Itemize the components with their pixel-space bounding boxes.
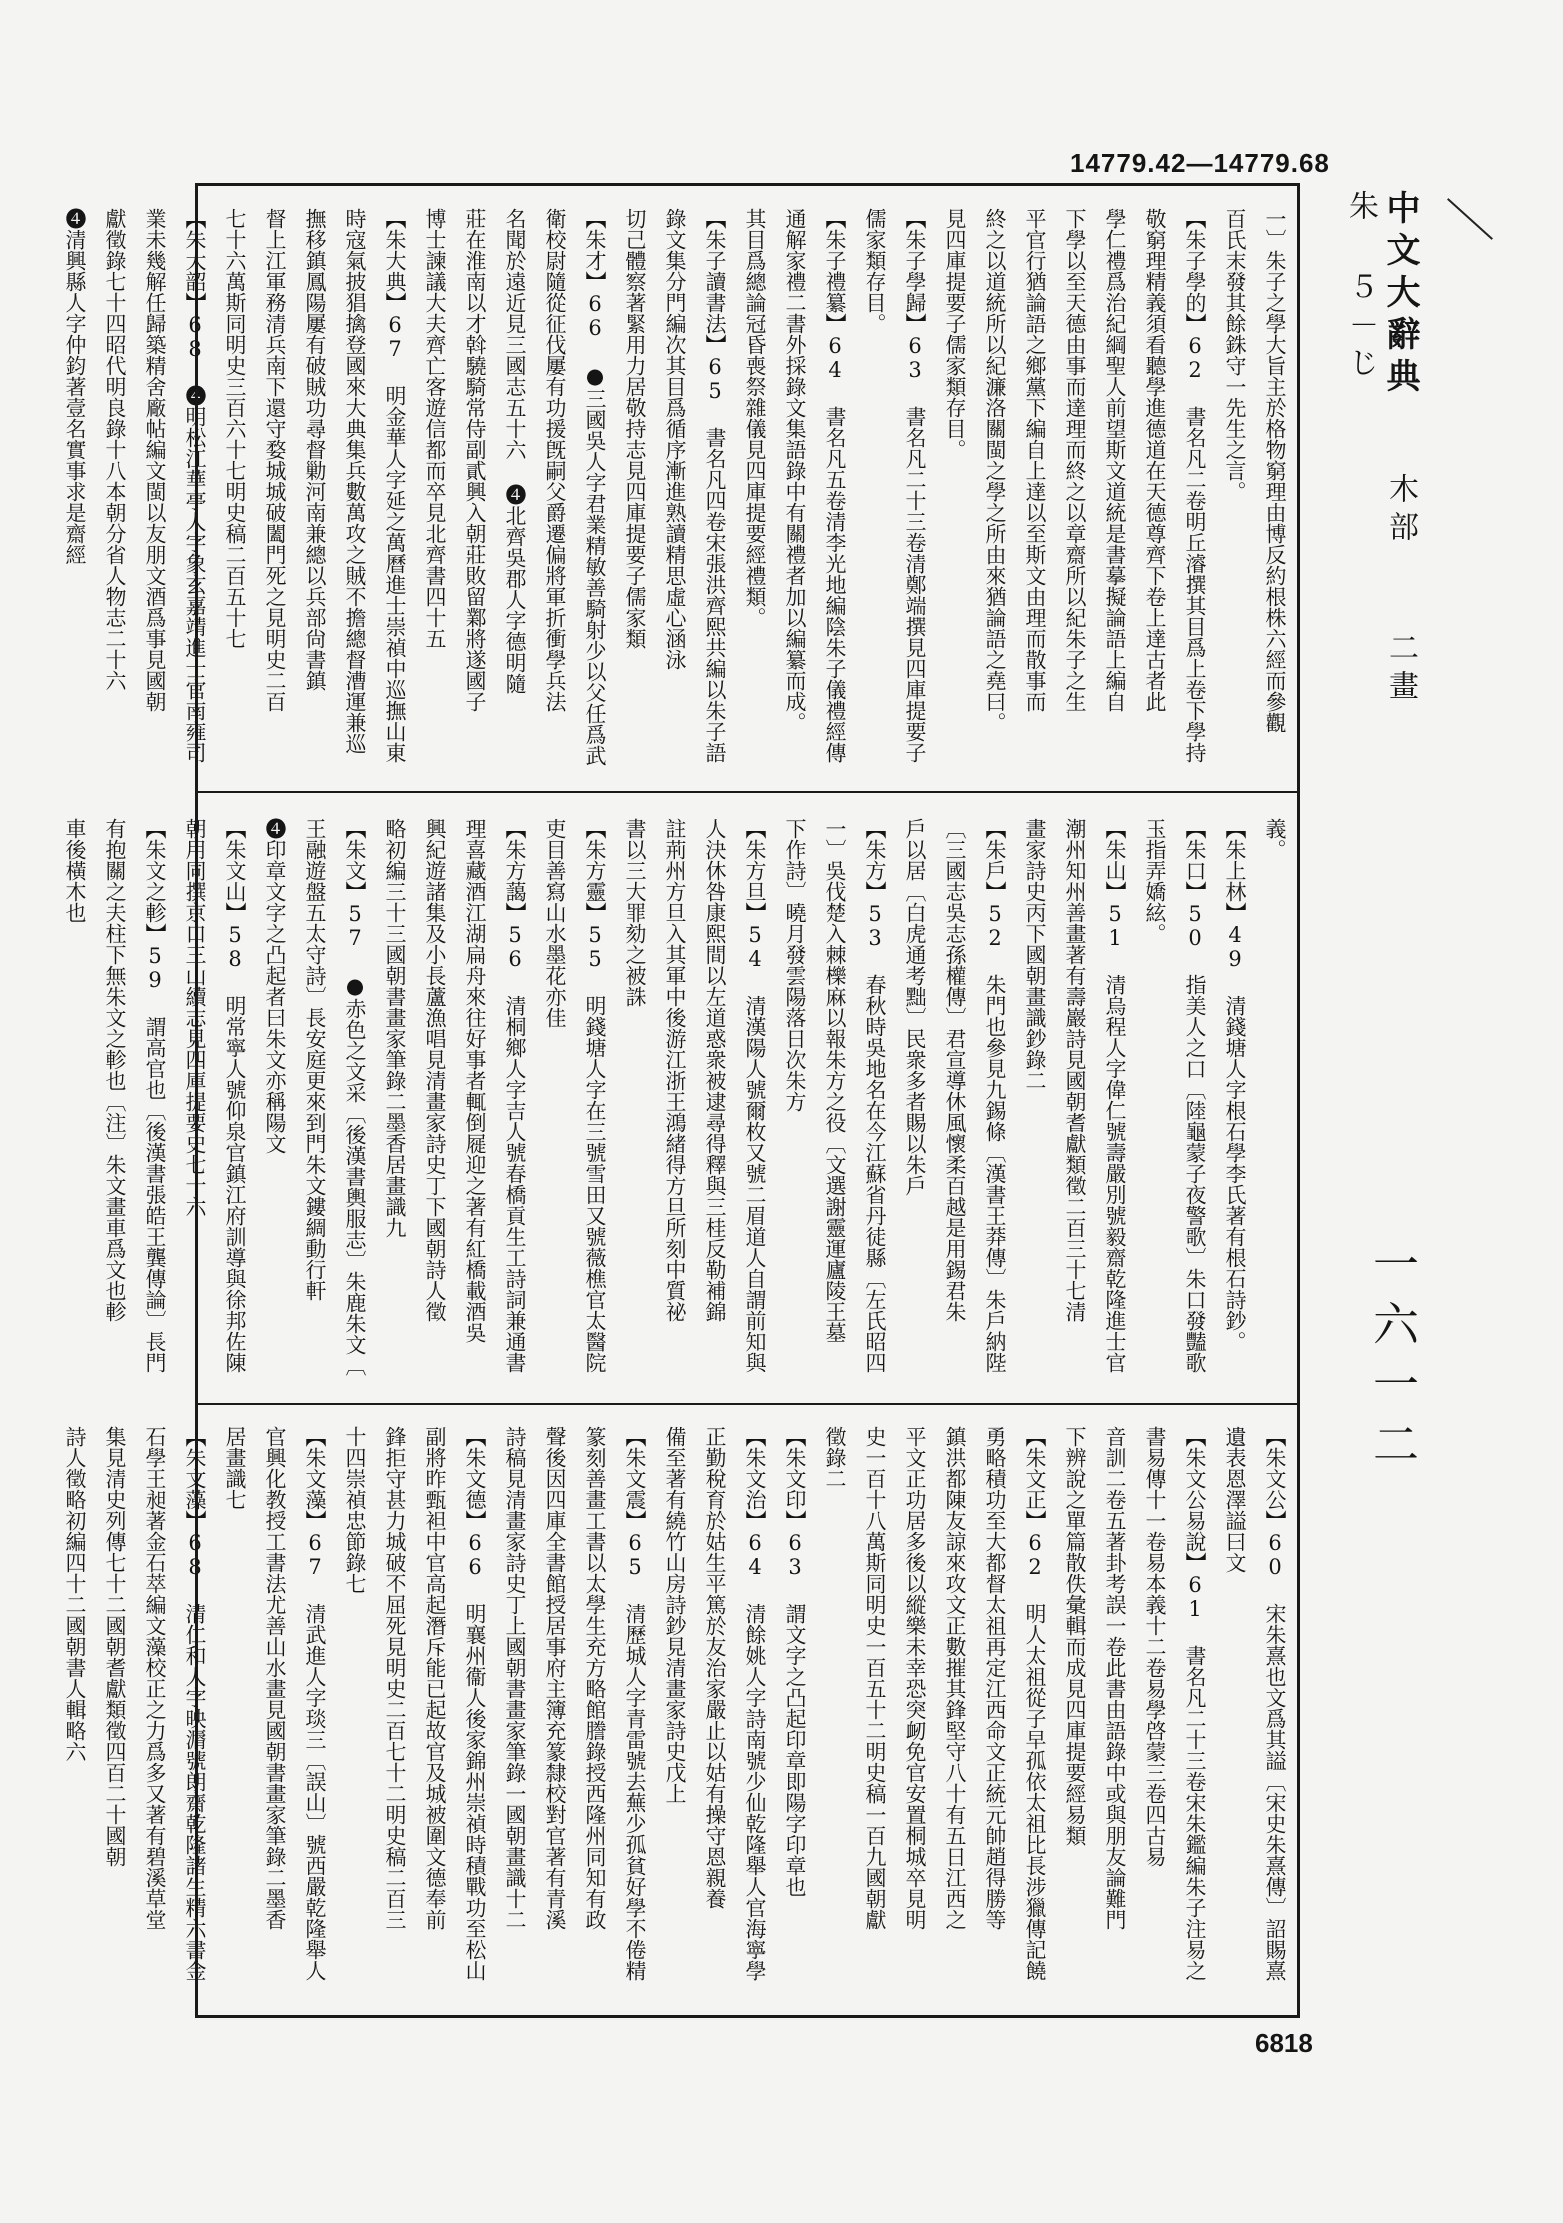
- text-column: ❹印章文字之凸起者曰朱文亦稱陽文: [263, 818, 287, 1154]
- text-column: 儒家類存目。: [863, 208, 887, 334]
- text-column: 戶以居〔白虎通考黜〕民衆多者賜以朱戶: [903, 818, 927, 1196]
- text-column: 【朱文印】63 謂文字之凸起印章即陽字印章也: [783, 1426, 807, 1897]
- text-column: 潮州知州善畫著有壽巖詩見國朝耆獻類徵二百三十七清: [1063, 818, 1087, 1322]
- text-column: 詩人徵略初編四十二國朝書人輯略六: [63, 1426, 87, 1762]
- text-column: 其目爲總論冠昏喪祭雜儀見四庫提要經禮類。: [743, 208, 767, 628]
- text-column: 石學王昶著金石萃編文藻校正之力爲多又著有碧溪草堂: [143, 1426, 167, 1930]
- text-band-middle: [63, 818, 1289, 1393]
- text-column: 敬窮理精義須看聽學進德道在天德尊齊下卷上達古者此: [1143, 208, 1167, 712]
- text-column: 備至著有繞竹山房詩鈔見清畫家詩史戊上: [663, 1426, 687, 1804]
- text-column: 吏目善寫山水墨花亦佳: [543, 818, 567, 1028]
- text-column: 王融遊盤五太守詩〕長安庭更來到門朱文鏤綢動行軒: [303, 818, 327, 1301]
- text-column: 人決休咎康熙間以左道惑衆被逮尋得釋與三桂反勒補錦: [703, 818, 727, 1322]
- text-column: 平官行猶論語之鄉黨下編自上達以至斯文由理而散事而: [1023, 208, 1047, 712]
- text-column: 通解家禮二書外採錄文集語錄中有關禮者加以編纂而成。: [783, 208, 807, 733]
- text-column: 有抱關之夫柱下無朱文之軫也〔注〕朱文畫車爲文也軫: [103, 818, 127, 1322]
- text-column: 【朱文治】64 清餘姚人字詩南號少仙乾隆舉人官海寧學: [743, 1426, 767, 1981]
- text-column: 聲後因四庫全書館授居事府主簿充篆隸校對官著有青溪: [543, 1426, 567, 1930]
- text-column: 玉指弄嬌絃。: [1143, 818, 1167, 944]
- text-column: 車後橫木也: [63, 818, 87, 923]
- text-column: 【朱大典】67 明金華人字延之萬曆進士崇禎中巡撫山東: [383, 208, 407, 763]
- text-column: 下作詩〕曉月發雲陽落日次朱方: [783, 818, 807, 1112]
- text-column: 【朱子讀書法】65 書名凡四卷宋張洪齊熙共編以朱子語: [703, 208, 727, 763]
- text-column: 【朱文藻】68 清仁和人字映漘號朗齋乾隆諸生精六書金: [183, 1426, 207, 1981]
- text-column: 書以三大罪劾之被誅: [623, 818, 647, 1007]
- text-column: 集見清史列傳七十二國朝耆獻類徵四百二十國朝: [103, 1426, 127, 1867]
- text-column: 略初編三十三國朝書畫家筆錄二墨香居畫識九: [383, 818, 407, 1238]
- text-column: 朝用同撰京口三山續志見四庫提要史七十六: [183, 818, 207, 1217]
- text-column: 勇略積功至大都督太祖再定江西命文正統元帥趙得勝等: [983, 1426, 1007, 1930]
- text-column: 切己體察著緊用力居敬持志見四庫提要子儒家類: [623, 208, 647, 649]
- text-column: 【朱戶】52 朱門也參見九錫條〔漢書王莽傳〕朱戶納陛: [983, 818, 1007, 1373]
- text-column: 義。: [1263, 818, 1287, 860]
- running-head: [1310, 190, 1420, 810]
- text-column: 遺表恩澤謚曰文: [1223, 1426, 1247, 1573]
- text-column: 【朱文之軫】59 謂高官也〔後漢書張皓王龔傳論〕長門: [143, 818, 167, 1373]
- text-column: 【朱文震】65 清歷城人字青雷號去蕪少孤貧好學不倦精: [623, 1426, 647, 1981]
- text-column: 篆刻善畫工書以太學生充方略館謄錄授西隆州同知有政: [583, 1426, 607, 1930]
- radical-label: 木部: [1383, 473, 1418, 549]
- text-column: 音訓二卷五著卦考誤一卷此書由語錄中或與朋友論難門: [1103, 1426, 1127, 1930]
- text-band-bottom: [63, 1426, 1289, 2001]
- pen-mark: [1447, 198, 1493, 240]
- text-column: 鎮洪都陳友諒來攻文正數摧其鋒堅守八十有五日江西之: [943, 1426, 967, 1930]
- text-column: 【朱方靈】55 明錢塘人字在三號雪田又號薇樵官太醫院: [583, 818, 607, 1373]
- text-column: 十四崇禎忠節錄七: [343, 1426, 367, 1594]
- text-column: 詩稿見清畫家詩史丁上國朝書畫家筆錄一國朝畫識十二: [503, 1426, 527, 1930]
- text-column: ❹清興縣人字仲鈞著壹名實事求是齋經: [63, 208, 87, 565]
- text-column: 【朱子學歸】63 書名凡二十三卷清鄭端撰見四庫提要子: [903, 208, 927, 763]
- text-column: 副將昨甄袒中官高起潛斥能已起故官及城被圍文德奉前: [423, 1426, 447, 1930]
- chinese-page-number: 一六一二: [1366, 1240, 1420, 1480]
- text-column: 徵錄二: [823, 1426, 847, 1489]
- text-column: 獻徵錄七十四昭代明良錄十八本朝分省人物志二十六: [103, 208, 127, 691]
- text-column: 撫移鎮鳳陽屢有破賊功尋督勦河南兼總以兵部尙書鎮: [303, 208, 327, 691]
- text-column: 【朱文公】60 宋朱熹也文爲其謚〔宋史朱熹傳〕詔賜熹: [1263, 1426, 1287, 1981]
- text-column: 平文正功居多後以縱樂未幸恐突衂免官安置桐城卒見明: [903, 1426, 927, 1930]
- band-divider: [198, 791, 1297, 793]
- text-column: 【朱山】51 清烏程人字偉仁號壽嚴別號毅齋乾隆進士官: [1103, 818, 1127, 1373]
- text-column: 【朱文山】58 明常寧人號仰泉官鎮江府訓導與徐邦佐陳: [223, 818, 247, 1373]
- character-index-label: 朱 ５－じ: [1343, 190, 1378, 385]
- text-column: 時寇氣披猖擒登國來大典集兵數萬攻之賊不擔總督漕運兼巡: [343, 208, 367, 754]
- text-column: 官興化教授工書法尤善山水畫見國朝書畫家筆錄二墨香: [263, 1426, 287, 1930]
- text-column: 終之以道統所以紀濂洛關閩之學之所由來猶論語之堯曰。: [983, 208, 1007, 733]
- band-divider: [198, 1403, 1297, 1405]
- text-column: 註荊州方旦入其軍中後游江浙王鴻緒得方旦所刻中質祕: [663, 818, 687, 1322]
- text-column: 【朱上林】49 清錢塘人字根石學李氏著有根石詩鈔。: [1223, 818, 1247, 1352]
- text-column: 督上江軍務清兵南下還守婺城城破闔門死之見明史二百: [263, 208, 287, 712]
- text-column: 【朱方藹】56 清桐鄉人字吉人號春橋貢生工詩詞兼通書: [503, 818, 527, 1373]
- text-column: 見四庫提要子儒家類存目。: [943, 208, 967, 460]
- text-column: 下學以至天德由事而達理而終之以章齋所以紀朱子之生: [1063, 208, 1087, 712]
- text-column: 【朱才】66 ●三國吳人字君業精敏善騎射少以父任爲武: [583, 208, 607, 766]
- text-column: 【朱大韶】68 ❹明松江華亭人字象玄嘉靖進士官南雍司: [183, 208, 207, 763]
- text-column: 博士諫議大夫齊亡客遊信都而卒見北齊書四十五: [423, 208, 447, 649]
- text-column: 【朱口】50 指美人之口〔陸龜蒙子夜警歌〕朱口發豔歌: [1183, 818, 1207, 1373]
- text-column: 【朱文】57 ●赤色之文采〔後漢書輿服志〕朱鹿朱文〔: [343, 818, 367, 1376]
- text-column: 【朱文正】62 明人太祖從子早孤依太祖比長涉獵傳記饒: [1023, 1426, 1047, 1981]
- text-column: 錄文集分門編次其目爲循序漸進熟讀精思虛心涵泳: [663, 208, 687, 670]
- text-column: 居畫識七: [223, 1426, 247, 1510]
- text-column: 畫家詩史丙下國朝畫識鈔錄二: [1023, 818, 1047, 1091]
- text-column: 【朱文公易說】61 書名凡二十三卷宋朱鑑編朱子注易之: [1183, 1426, 1207, 1981]
- text-column: 下辨說之單篇散佚彙輯而成見四庫提要經易類: [1063, 1426, 1087, 1846]
- text-column: 史一百十八萬斯同明史一百五十二明史稿一百九國朝獻: [863, 1426, 887, 1930]
- text-column: 正勤稅育於姑生平篤於友治家嚴止以姑有操守恩親養: [703, 1426, 727, 1909]
- text-column: 書易傳十一卷易本義十二卷易學啓蒙三卷四古易: [1143, 1426, 1167, 1867]
- text-column: 興紀遊諸集及小長蘆漁唱見清畫家詩史丁下國朝詩人徵: [423, 818, 447, 1322]
- text-column: 【朱文德】66 明襄州衞人後家錦州崇禎時積戰功至松山: [463, 1426, 487, 1981]
- volume-range-header: 14779.42—14779.68: [1070, 148, 1330, 178]
- text-column: 理喜藏酒江湖扁舟來往好事者輒倒屣迎之著有紅橋載酒吳: [463, 818, 487, 1343]
- text-column: 【朱子學的】62 書名凡二卷明丘濬撰其目爲上卷下學持: [1183, 208, 1207, 763]
- text-column: 莊在淮南以才斡驍騎常侍副貳興入朝莊敗留鄴將遂國子: [463, 208, 487, 712]
- page-frame: [63, 183, 1300, 2018]
- text-column: 【朱文藻】67 清武進人字琰三〔誤山〕號西嚴乾隆舉人: [303, 1426, 327, 1981]
- text-band-top: [63, 208, 1289, 783]
- text-column: 七十六萬斯同明史三百六十七明史稿二百五十七: [223, 208, 247, 649]
- page-number: 6818: [1255, 2028, 1313, 2058]
- text-column: 學仁禮爲治紀綱聖人前望斯文道統是書摹擬論語上編自: [1103, 208, 1127, 712]
- text-column: 【朱子禮纂】64 書名凡五卷清李光地編陰朱子儀禮經傳: [823, 208, 847, 763]
- text-column: 一〕朱子之學大旨主於格物窮理由博反約根株六經而參觀: [1263, 208, 1287, 733]
- text-column: 〔三國志吳志孫權傳〕君宣導休風懷柔百越是用錫君朱: [943, 818, 967, 1322]
- text-column: 衛校尉隨從征伐屢有功援旣嗣父爵遷偏將軍折衝學兵法: [543, 208, 567, 712]
- text-column: 鋒拒守甚力城破不屈死見明史二百七十二明史稿二百三: [383, 1426, 407, 1930]
- stroke-count-label: 二畫: [1383, 632, 1418, 708]
- text-column: 【朱方】53 春秋時吳地名在今江蘇省丹徒縣〔左氏昭四: [863, 818, 887, 1373]
- text-column: 【朱方旦】54 清漢陽人號爾枚又號二眉道人自謂前知與: [743, 818, 767, 1373]
- text-column: 業未幾解任歸築精舍廠帖編文閩以友朋文酒爲事見國朝: [143, 208, 167, 712]
- text-column: 百氏末發其餘銖守一先生之言。: [1223, 208, 1247, 502]
- dictionary-title: 中文大辭典: [1380, 190, 1420, 400]
- text-column: 一〕吳伐楚入棘櫟麻以報朱方之役〔文選謝靈運廬陵王墓: [823, 818, 847, 1343]
- text-column: 名聞於遠近見三國志五十六 ❹北齊吳郡人字德明隨: [503, 208, 527, 694]
